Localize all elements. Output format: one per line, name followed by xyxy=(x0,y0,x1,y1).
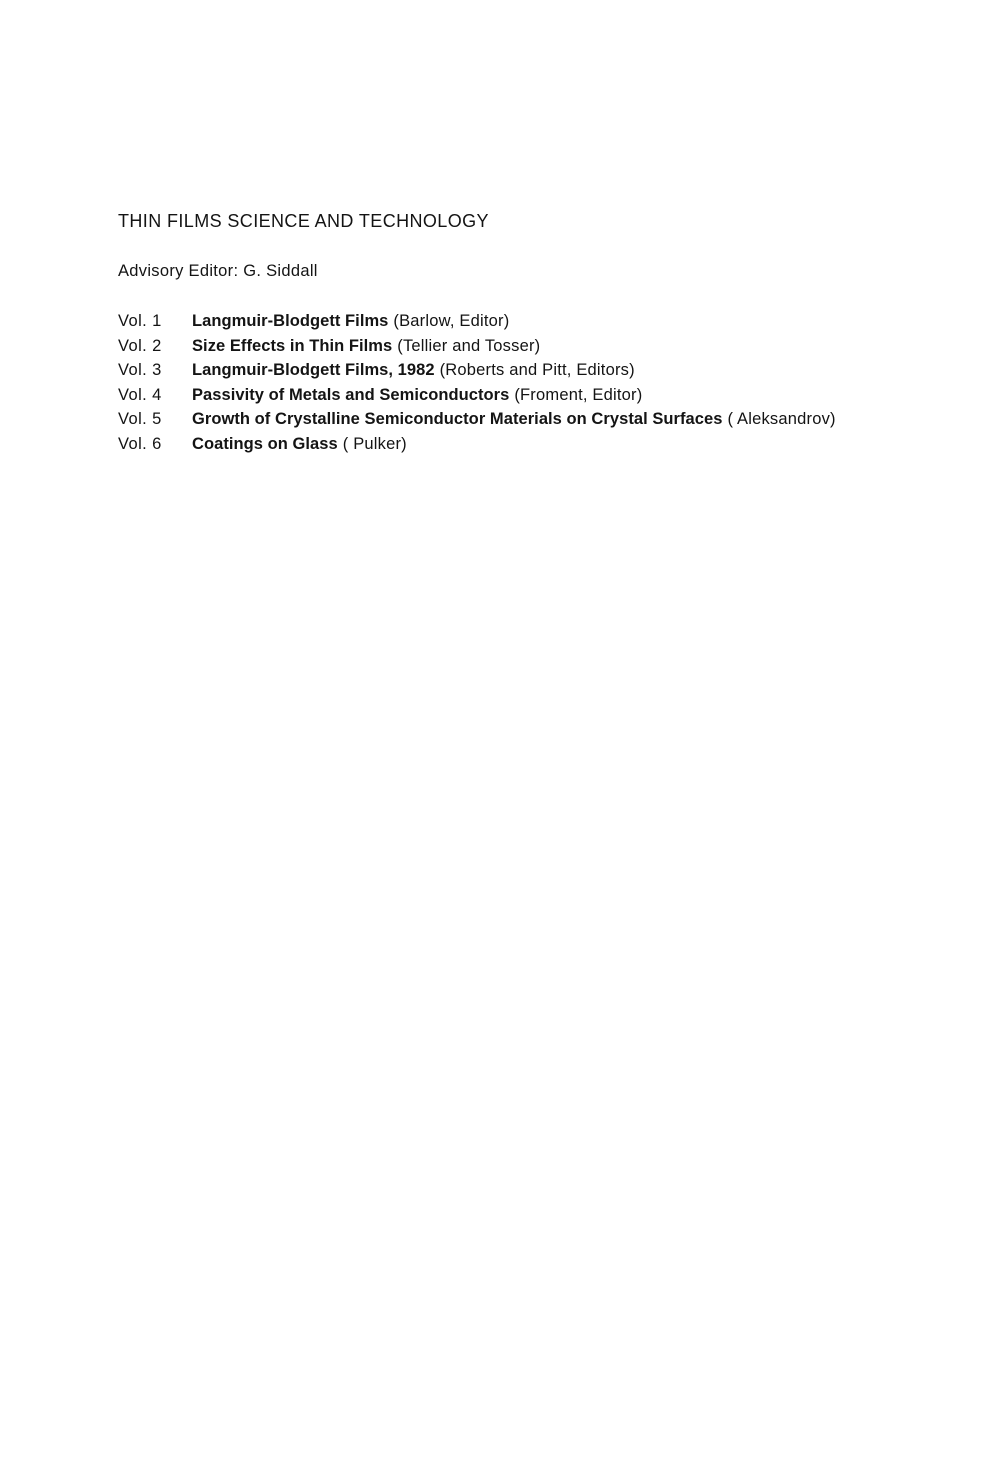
volume-number: Vol. 6 xyxy=(118,434,162,453)
volume-title: Growth of Crystalline Semiconductor Materials on Crystal Surfaces xyxy=(192,410,723,429)
volume-author: ( Aleksandrov) xyxy=(727,410,836,429)
volume-author: (Froment, Editor) xyxy=(514,385,643,404)
volume-number: Vol. 2 xyxy=(118,336,162,355)
volume-item xyxy=(118,410,836,435)
volume-item xyxy=(118,386,836,411)
volume-title: Langmuir-Blodgett Films, 1982 xyxy=(192,361,435,380)
volume-item xyxy=(118,435,836,460)
advisory-editor: Advisory Editor: G. Siddall xyxy=(118,262,318,280)
volume-author: (Roberts and Pitt, Editors) xyxy=(439,361,635,380)
volume-item xyxy=(118,337,836,362)
volume-number: Vol. 1 xyxy=(118,312,162,330)
volume-list xyxy=(118,312,836,460)
series-title: THIN FILMS SCIENCE AND TECHNOLOGY xyxy=(118,211,489,231)
volume-number: Vol. 5 xyxy=(118,410,162,429)
volume-title: Langmuir-Blodgett Films xyxy=(192,312,389,330)
volume-number: Vol. 4 xyxy=(118,385,162,404)
volume-title: Passivity of Metals and Semiconductors xyxy=(192,385,510,404)
volume-title: Coatings on Glass xyxy=(192,434,338,453)
volume-title: Size Effects in Thin Films xyxy=(192,336,393,355)
volume-author: ( Pulker) xyxy=(342,434,407,453)
volume-author: (Tellier and Tosser) xyxy=(397,336,541,355)
volume-item xyxy=(118,361,836,386)
volume-author: (Barlow, Editor) xyxy=(393,312,510,330)
volume-item xyxy=(118,312,836,337)
volume-number: Vol. 3 xyxy=(118,361,162,380)
